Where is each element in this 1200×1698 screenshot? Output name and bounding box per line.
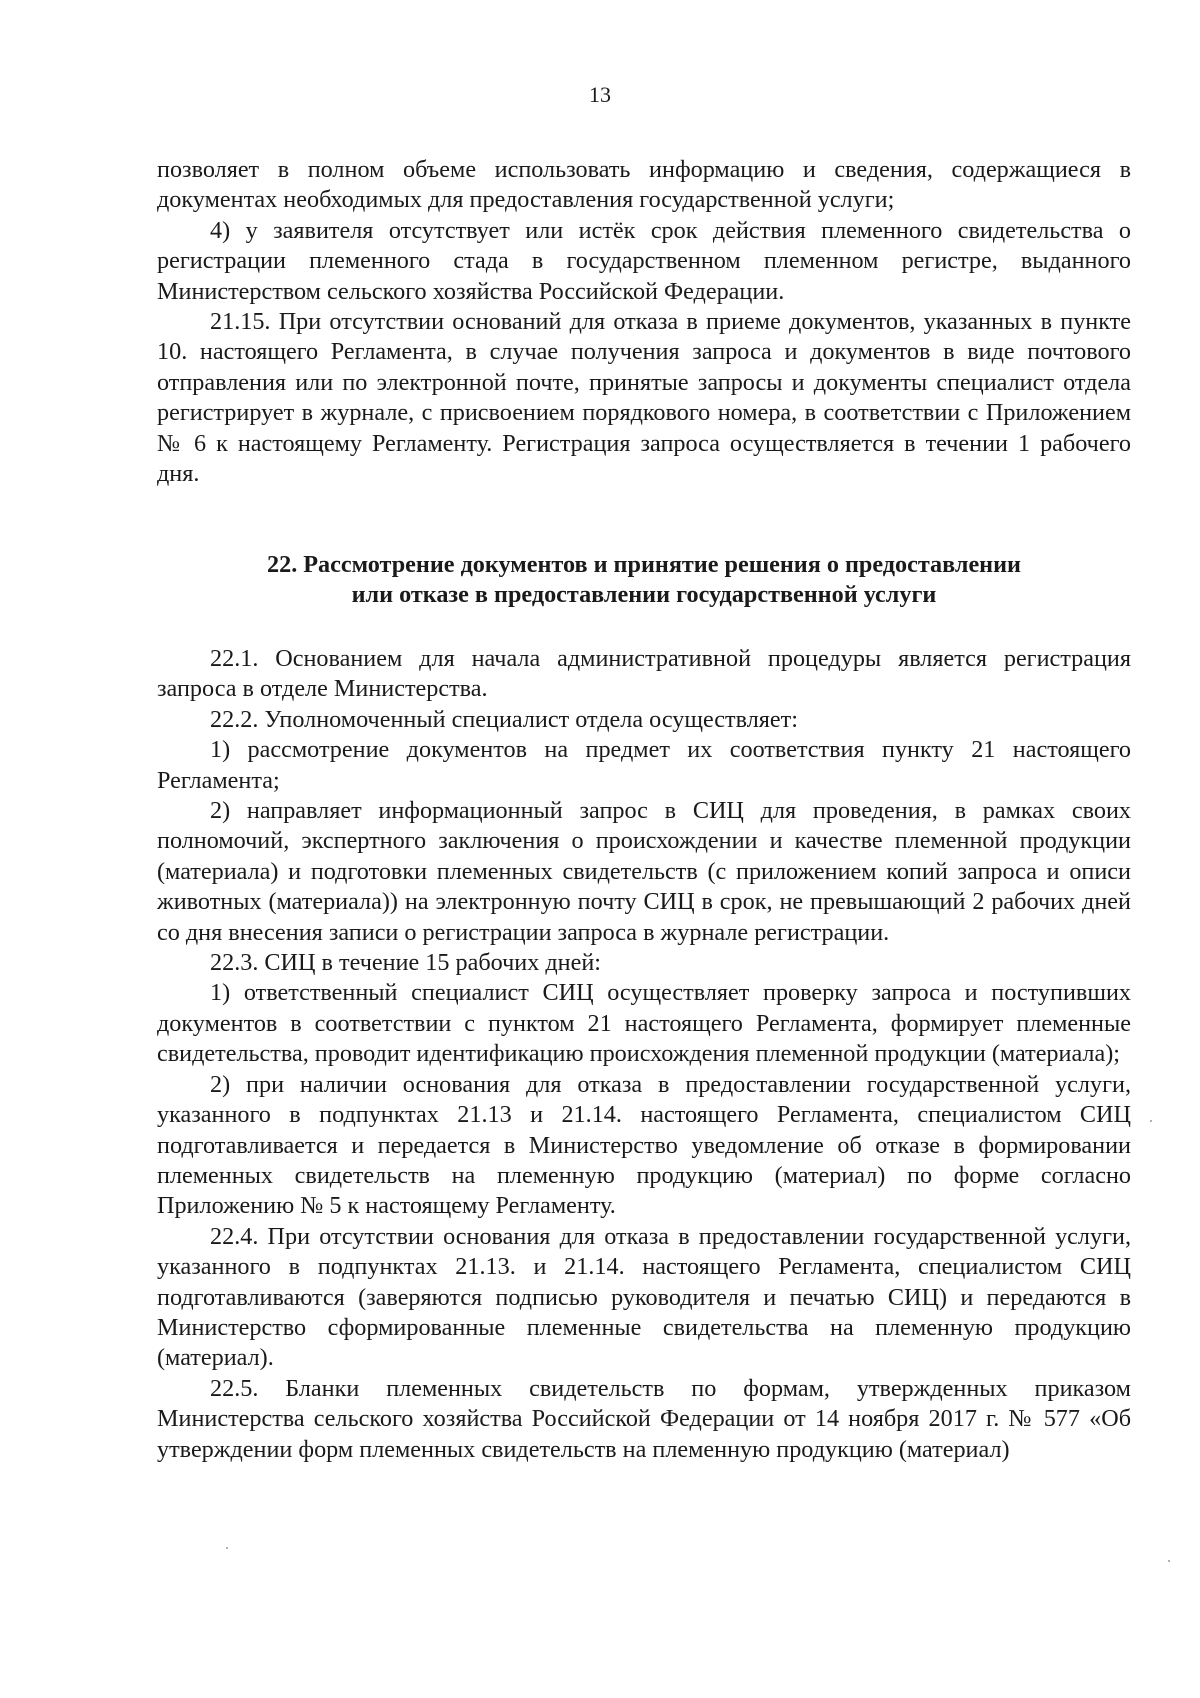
paragraph-22-1: 22.1. Основанием для начала административной процедуры является регистрация запроса в отделе Министерства. <box>157 645 1131 703</box>
paragraph-21-15: 21.15. При отсутствии оснований для отказа в приеме документов, указанных в пункте 10. настоящего Регламента, в случае получения запроса и документов в виде почтового отправления или по электронной почте, принятые запросы и документы специалист отдела регистрирует в журнале, с присвоением порядкового номера, в соответствии с Приложением № 6 к настоящему Регламенту. Регистрация запроса осуществляется в течении 1 рабочего дня. <box>157 308 1131 488</box>
paragraph-22-3: 22.3. СИЦ в течение 15 рабочих дней: <box>210 949 602 977</box>
section-heading-line-1: 22. Рассмотрение документов и принятие решения о предоставлении <box>267 551 1021 578</box>
section-heading-line-2: или отказе в предоставлении государственной услуги <box>351 581 937 608</box>
top-text-block <box>157 155 1131 489</box>
paragraph-22-3-item-2: 2) при наличии основания для отказа в предоставлении государственной услуги, указанного в подпунктах 21.13 и 21.14. настоящего Регламента, специалистом СИЦ подготавливается и передается в Министерство уведомление об отказе в формировании племенных свидетельств на племенную продукцию (материал) по форме согласно Приложению № 5 к настоящему Регламенту. <box>157 1070 1131 1220</box>
paragraph-22-5: 22.5. Бланки племенных свидетельств по формам, утвержденных приказом Министерства сельского хозяйства Российской Федерации от 14 ноября 2017 г. № 577 «Об утверждении форм племенных свидетельств на племенную продукцию (материал) <box>157 1374 1131 1463</box>
section-body <box>157 644 1131 1465</box>
page-number: 13 <box>589 82 611 107</box>
paragraph-item-4: 4) у заявителя отсутствует или истёк срок действия племенного свидетельства о регистрации племенного стада в государственном племенном регистре, выданного Министерством сельского хозяйства Российской Федерации. <box>157 216 1131 305</box>
paragraph-22-4: 22.4. При отсутствии основания для отказа в предоставлении государственной услуги, указанного в подпунктах 21.13. и 21.14. настоящего Регламента, специалистом СИЦ подготавливаются (заверяются подписью руководителя и печатью СИЦ) и передаются в Министерство сформированные племенные свидетельства на племенную продукцию (материал). <box>157 1222 1131 1372</box>
paragraph-22-2: 22.2. Уполномоченный специалист отдела осуществляет: <box>210 705 798 733</box>
paragraph-22-2-item-1: 1) рассмотрение документов на предмет их соответствия пункту 21 настоящего Регламента; <box>157 736 1131 794</box>
scan-speck <box>1168 1560 1170 1562</box>
paragraph-22-2-item-2: 2) направляет информационный запрос в СИЦ для проведения, в рамках своих полномочий, экспертного заключения о происхождении и качестве племенной продукции (материала) и подготовки племенных свидетельств (с приложением копий запроса и описи животных (материала)) на электронную почту СИЦ в срок, не превышающий 2 рабочих дней со дня внесения записи о регистрации запроса в журнале регистрации. <box>157 797 1131 946</box>
paragraph-continuation: позволяет в полном объеме использовать информацию и сведения, содержащиеся в документах необходимых для предоставления государственной услуги; <box>157 156 1131 214</box>
scan-speck <box>226 1547 228 1549</box>
section-heading <box>157 550 1131 610</box>
scan-speck <box>1150 1120 1152 1122</box>
paragraph-22-3-item-1: 1) ответственный специалист СИЦ осуществляет проверку запроса и поступивших документов в соответствии с пунктом 21 настоящего Регламента, формирует племенные свидетельства, проводит идентификацию происхождения племенной продукции (материала); <box>157 979 1131 1068</box>
